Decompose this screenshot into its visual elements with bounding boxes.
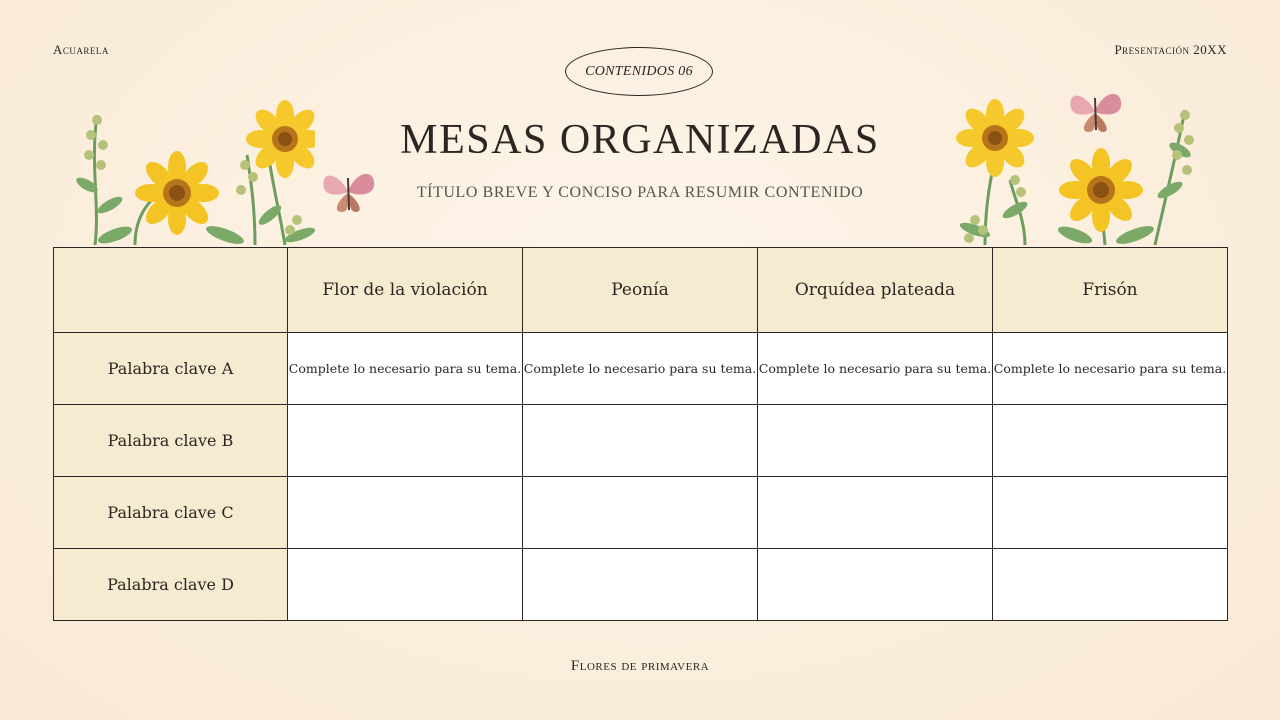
row-label: Palabra clave C [54, 477, 288, 549]
table-row [54, 405, 1228, 477]
table-header-cell: Flor de la violación [288, 248, 523, 333]
sunflower-icon [955, 80, 1205, 250]
page-title: MESAS ORGANIZADAS [400, 117, 880, 163]
table-cell [758, 405, 993, 477]
table-header-cell: Frisón [993, 248, 1228, 333]
section-badge [565, 47, 713, 96]
sunflower-icon [75, 95, 315, 250]
footer-label: Flores de primavera [570, 658, 710, 674]
table-cell [993, 549, 1228, 621]
table-header-row [54, 248, 1228, 333]
table-cell [523, 549, 758, 621]
table-row [54, 333, 1228, 405]
table-row [54, 477, 1228, 549]
table-header-corner [54, 248, 288, 333]
table-cell [758, 549, 993, 621]
table-cell [288, 549, 523, 621]
table-cell: Complete lo necesario para su tema. [288, 333, 523, 405]
comparison-table [53, 247, 1228, 621]
table-cell [523, 405, 758, 477]
table-cell [993, 477, 1228, 549]
row-label: Palabra clave D [54, 549, 288, 621]
table-header-cell: Peonía [523, 248, 758, 333]
page-subtitle: TÍTULO BREVE Y CONCISO PARA RESUMIR CONTENIDO [416, 184, 864, 201]
table-cell: Complete lo necesario para su tema. [523, 333, 758, 405]
table-cell: Complete lo necesario para su tema. [993, 333, 1228, 405]
presentation-label: Presentación 20XX [1114, 42, 1227, 57]
table-cell [993, 405, 1228, 477]
butterfly-icon [1070, 94, 1121, 132]
table-row [54, 549, 1228, 621]
table-cell: Complete lo necesario para su tema. [758, 333, 993, 405]
table-cell [523, 477, 758, 549]
table-header-cell: Orquídea plateada [758, 248, 993, 333]
table-cell [758, 477, 993, 549]
row-label: Palabra clave B [54, 405, 288, 477]
row-label: Palabra clave A [54, 333, 288, 405]
table-cell [288, 405, 523, 477]
table-cell [288, 477, 523, 549]
brand-label: Acuarela [53, 42, 109, 57]
section-badge-text: CONTENIDOS 06 [585, 63, 693, 79]
butterfly-icon [318, 166, 380, 216]
